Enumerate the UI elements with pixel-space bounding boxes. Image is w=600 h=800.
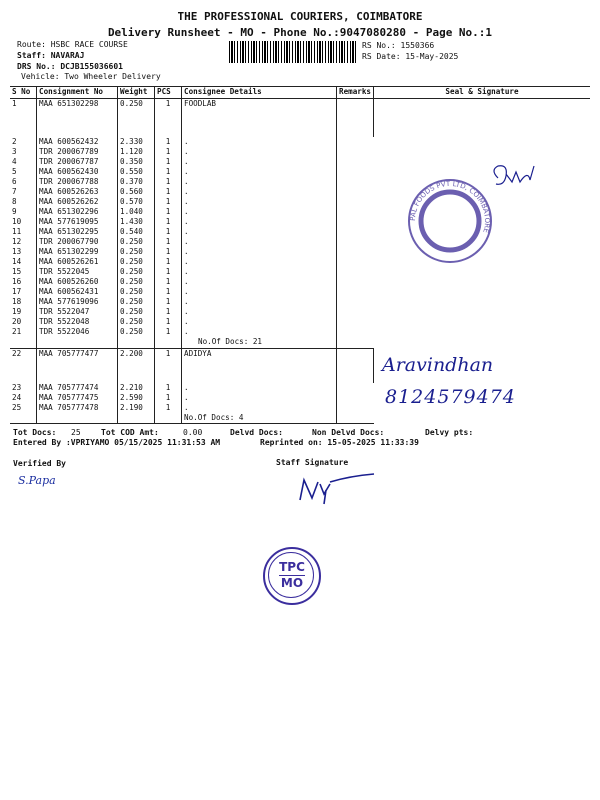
verifier-handwriting: S.Papa bbox=[18, 474, 56, 487]
cell-sno: 10 bbox=[12, 216, 22, 226]
cell-sno: 25 bbox=[12, 402, 22, 412]
cell-pcs: 1 bbox=[155, 197, 182, 207]
staff-signature-label: Staff Signature bbox=[276, 458, 349, 467]
drs-number: DRS No.: DCJB155036601 bbox=[17, 62, 123, 71]
table-row bbox=[10, 277, 590, 287]
cell-consignee: . bbox=[182, 403, 337, 413]
cell-sno: 6 bbox=[12, 176, 17, 186]
cell-consignment: MAA 600562430 bbox=[37, 167, 118, 177]
cell-weight: 0.560 bbox=[118, 187, 155, 197]
cell-consignee: . bbox=[182, 393, 337, 403]
cell-weight: 0.370 bbox=[118, 177, 155, 187]
cell-consignment: MAA 600526260 bbox=[37, 277, 118, 287]
cell-consignee: . bbox=[182, 327, 337, 337]
table-row bbox=[10, 327, 590, 337]
table-row bbox=[10, 297, 590, 307]
cell-consignee: ADIDYA bbox=[182, 349, 337, 383]
table-row bbox=[10, 257, 590, 267]
cell-remarks bbox=[337, 247, 374, 257]
cell-sno: 13 bbox=[12, 246, 22, 256]
cell-remarks bbox=[337, 307, 374, 317]
table-row bbox=[10, 197, 590, 207]
tpc-stamp-top: TPC bbox=[279, 560, 305, 574]
table-row bbox=[10, 227, 590, 237]
docs-count-row bbox=[10, 337, 590, 349]
cell-consignment: MAA 651302296 bbox=[37, 207, 118, 217]
cell-consignee: . bbox=[182, 177, 337, 187]
cell-sno: 22 bbox=[12, 349, 22, 358]
table-row bbox=[10, 349, 590, 383]
cell-pcs: 1 bbox=[155, 327, 182, 337]
col-remarks: Remarks bbox=[337, 87, 374, 99]
cell-remarks bbox=[337, 317, 374, 327]
cell-consignee: . bbox=[182, 197, 337, 207]
cell-consignment: MAA 651302299 bbox=[37, 247, 118, 257]
cell-consignment: MAA 705777477 bbox=[37, 349, 118, 383]
cell-weight: 2.190 bbox=[118, 403, 155, 413]
cell-weight: 0.250 bbox=[118, 257, 155, 267]
cell-weight: 2.590 bbox=[118, 393, 155, 403]
cell-remarks bbox=[337, 157, 374, 167]
cell-pcs: 1 bbox=[155, 177, 182, 187]
cell-consignee: . bbox=[182, 383, 337, 393]
runsheet-subtitle: Delivery Runsheet - MO - Phone No.:9047080280 - Page No.:1 bbox=[107, 26, 493, 39]
cell-consignee: . bbox=[182, 287, 337, 297]
cell-consignment: TDR 200067789 bbox=[37, 147, 118, 157]
cell-consignee: . bbox=[182, 157, 337, 167]
cell-consignee: . bbox=[182, 277, 337, 287]
cell-remarks bbox=[337, 167, 374, 177]
cell-consignee: . bbox=[182, 167, 337, 177]
cell-remarks bbox=[337, 403, 374, 413]
cell-consignee: . bbox=[182, 207, 337, 217]
cell-consignment: MAA 577619096 bbox=[37, 297, 118, 307]
cell-consignment: MAA 600562432 bbox=[37, 137, 118, 147]
cell-consignee: . bbox=[182, 217, 337, 227]
cell-weight: 0.250 bbox=[118, 247, 155, 257]
cell-remarks bbox=[337, 267, 374, 277]
receiver-phone-handwriting: 8124579474 bbox=[385, 386, 516, 408]
cell-sno: 8 bbox=[12, 196, 17, 206]
table-row bbox=[10, 267, 590, 277]
cell-sno: 24 bbox=[12, 392, 22, 402]
cell-sno: 14 bbox=[12, 256, 22, 266]
cell-pcs: 1 bbox=[155, 383, 182, 393]
cell-weight: 0.570 bbox=[118, 197, 155, 207]
group-1-body bbox=[10, 99, 590, 137]
cell-weight: 1.040 bbox=[118, 207, 155, 217]
delivered-docs-label: Delvd Docs: bbox=[230, 428, 283, 437]
cell-consignee: . bbox=[182, 227, 337, 237]
barcode bbox=[229, 41, 356, 63]
cell-consignee: . bbox=[182, 187, 337, 197]
cell-sno: 3 bbox=[12, 146, 17, 156]
cell-consignment: TDR 5522046 bbox=[37, 327, 118, 337]
cell-consignment: MAA 600526263 bbox=[37, 187, 118, 197]
group-1-footer bbox=[10, 337, 590, 349]
table-row bbox=[10, 287, 590, 297]
cell-consignee: FOODLAB bbox=[182, 99, 337, 137]
rs-date: RS Date: 15-May-2025 bbox=[362, 52, 459, 61]
cell-consignment: MAA 705777474 bbox=[37, 383, 118, 393]
cell-weight: 0.250 bbox=[118, 297, 155, 307]
cell-weight: 0.250 bbox=[118, 277, 155, 287]
cell-sno: 11 bbox=[12, 226, 22, 236]
reprinted-on: Reprinted on: 15-05-2025 11:33:39 bbox=[260, 438, 419, 447]
cell-pcs: 1 bbox=[155, 393, 182, 403]
cell-pcs: 1 bbox=[155, 297, 182, 307]
company-seal-stamp bbox=[402, 175, 498, 267]
cell-seal-group-1 bbox=[374, 99, 590, 137]
cell-pcs: 1 bbox=[155, 207, 182, 217]
cell-sno: 16 bbox=[12, 276, 22, 286]
cell-pcs: 1 bbox=[155, 287, 182, 297]
cell-pcs: 1 bbox=[155, 99, 182, 137]
cell-pcs: 1 bbox=[155, 257, 182, 267]
cell-sno: 15 bbox=[12, 266, 22, 276]
cell-remarks bbox=[337, 217, 374, 227]
cell-consignment: MAA 600526261 bbox=[37, 257, 118, 267]
cell-consignment: MAA 705777475 bbox=[37, 393, 118, 403]
cell-sno: 7 bbox=[12, 186, 17, 196]
cell-weight: 0.250 bbox=[118, 99, 155, 137]
cell-pcs: 1 bbox=[155, 137, 182, 147]
cell-remarks bbox=[337, 297, 374, 307]
cell-remarks bbox=[337, 393, 374, 403]
cell-remarks bbox=[337, 147, 374, 157]
cell-consignment: MAA 651302295 bbox=[37, 227, 118, 237]
cell-sno: 4 bbox=[12, 156, 17, 166]
cell-pcs: 1 bbox=[155, 317, 182, 327]
cell-remarks bbox=[337, 287, 374, 297]
route-label: Route: HSBC RACE COURSE bbox=[17, 40, 128, 49]
cell-sno: 19 bbox=[12, 306, 22, 316]
cell-remarks bbox=[337, 237, 374, 247]
cell-consignee: . bbox=[182, 137, 337, 147]
cell-sno: 1 bbox=[12, 99, 17, 108]
table-row bbox=[10, 137, 590, 147]
cell-remarks bbox=[337, 197, 374, 207]
cell-weight: 0.250 bbox=[118, 267, 155, 277]
table-row bbox=[10, 307, 590, 317]
delivery-points-label: Delvy pts: bbox=[425, 428, 474, 437]
table-header-row bbox=[10, 87, 590, 99]
cell-sno: 2 bbox=[12, 136, 17, 146]
total-docs-label: Tot Docs: bbox=[13, 428, 57, 437]
seal-ring-text: PAL FOODS PVT LTD, COIMBATORE bbox=[408, 179, 492, 234]
cell-remarks bbox=[337, 227, 374, 237]
entered-by: Entered By :VPRIYAMO 05/15/2025 11:31:53 AM bbox=[13, 438, 221, 447]
table-row bbox=[10, 99, 590, 137]
cell-consignment: MAA 577619095 bbox=[37, 217, 118, 227]
cell-weight: 0.250 bbox=[118, 317, 155, 327]
table-row bbox=[10, 247, 590, 257]
rs-number: RS No.: 1550366 bbox=[362, 41, 435, 50]
cell-weight: 0.250 bbox=[118, 327, 155, 337]
cell-consignee: . bbox=[182, 297, 337, 307]
cell-pcs: 1 bbox=[155, 217, 182, 227]
cell-consignment: TDR 5522045 bbox=[37, 267, 118, 277]
cell-weight: 0.250 bbox=[118, 307, 155, 317]
cell-remarks bbox=[337, 207, 374, 217]
cell-pcs: 1 bbox=[155, 267, 182, 277]
cell-weight: 0.540 bbox=[118, 227, 155, 237]
cell-sno: 23 bbox=[12, 382, 22, 392]
total-cod-value: 0.00 bbox=[183, 428, 203, 437]
cell-pcs: 1 bbox=[155, 237, 182, 247]
cell-pcs: 1 bbox=[155, 349, 182, 383]
cell-consignment: TDR 5522047 bbox=[37, 307, 118, 317]
cell-consignee: . bbox=[182, 257, 337, 267]
cell-pcs: 1 bbox=[155, 167, 182, 177]
receiver-name-handwriting: Aravindhan bbox=[382, 354, 494, 376]
table-row bbox=[10, 147, 590, 157]
cell-weight: 2.210 bbox=[118, 383, 155, 393]
cell-weight: 0.350 bbox=[118, 157, 155, 167]
table-row bbox=[10, 317, 590, 327]
non-delivered-docs-label: Non Delvd Docs: bbox=[312, 428, 385, 437]
cell-weight: 0.250 bbox=[118, 287, 155, 297]
total-docs-value: 25 bbox=[71, 428, 81, 437]
runsheet-table bbox=[10, 86, 590, 424]
cell-consignee: . bbox=[182, 317, 337, 327]
cell-consignee: . bbox=[182, 267, 337, 277]
docs-count-1: No.Of Docs: 21 bbox=[182, 337, 337, 349]
cell-consignee: . bbox=[182, 237, 337, 247]
cell-weight: 1.430 bbox=[118, 217, 155, 227]
cell-remarks bbox=[337, 99, 374, 137]
cell-remarks bbox=[337, 327, 374, 337]
cell-sno: 12 bbox=[12, 236, 22, 246]
cell-weight: 0.250 bbox=[118, 237, 155, 247]
col-seal: Seal & Signature bbox=[374, 87, 590, 99]
docs-count-row bbox=[10, 413, 590, 424]
cell-remarks bbox=[337, 257, 374, 267]
cell-pcs: 1 bbox=[155, 307, 182, 317]
cell-pcs: 1 bbox=[155, 403, 182, 413]
cell-weight: 0.550 bbox=[118, 167, 155, 177]
cell-remarks bbox=[337, 277, 374, 287]
cell-consignee: . bbox=[182, 307, 337, 317]
col-pcs: PCS bbox=[155, 87, 182, 99]
verified-by-label: Verified By bbox=[13, 459, 66, 468]
cell-sno: 21 bbox=[12, 326, 22, 336]
col-sno: S No bbox=[10, 87, 37, 99]
cell-remarks bbox=[337, 137, 374, 147]
cell-sno: 5 bbox=[12, 166, 17, 176]
cell-remarks bbox=[337, 177, 374, 187]
group-2-footer bbox=[10, 413, 590, 424]
table-row bbox=[10, 207, 590, 217]
cell-pcs: 1 bbox=[155, 157, 182, 167]
cell-consignment: MAA 600562431 bbox=[37, 287, 118, 297]
cell-consignment: TDR 200067788 bbox=[37, 177, 118, 187]
cell-consignment: TDR 5522048 bbox=[37, 317, 118, 327]
cell-sno: 20 bbox=[12, 316, 22, 326]
vehicle-label: Vehicle: Two Wheeler Delivery bbox=[21, 72, 161, 81]
cell-sno: 18 bbox=[12, 296, 22, 306]
cell-sno: 9 bbox=[12, 206, 17, 216]
cell-pcs: 1 bbox=[155, 247, 182, 257]
group-2-body bbox=[10, 349, 590, 383]
cell-consignee: . bbox=[182, 147, 337, 157]
cell-pcs: 1 bbox=[155, 227, 182, 237]
col-consignee: Consignee Details bbox=[182, 87, 337, 99]
staff-label: Staff: NAVARAJ bbox=[17, 51, 85, 60]
cell-consignment: MAA 705777478 bbox=[37, 403, 118, 413]
col-weight: Weight bbox=[118, 87, 155, 99]
docs-count-2: No.Of Docs: 4 bbox=[182, 413, 337, 424]
tpc-stamp-bottom: MO bbox=[280, 576, 304, 590]
table-row bbox=[10, 237, 590, 247]
cell-consignment: TDR 200067787 bbox=[37, 157, 118, 167]
cell-consignment: MAA 600526262 bbox=[37, 197, 118, 207]
cell-consignee: . bbox=[182, 247, 337, 257]
cell-weight: 1.120 bbox=[118, 147, 155, 157]
cell-pcs: 1 bbox=[155, 187, 182, 197]
cell-remarks bbox=[337, 187, 374, 197]
staff-signature-scribble bbox=[290, 470, 380, 508]
cell-remarks bbox=[337, 383, 374, 393]
cell-remarks bbox=[337, 349, 374, 383]
cell-weight: 2.200 bbox=[118, 349, 155, 383]
cell-weight: 2.330 bbox=[118, 137, 155, 147]
cell-consignment: TDR 200067790 bbox=[37, 237, 118, 247]
col-consignment: Consignment No bbox=[37, 87, 118, 99]
tpc-stamp bbox=[263, 547, 321, 605]
cell-pcs: 1 bbox=[155, 277, 182, 287]
total-cod-label: Tot COD Amt: bbox=[101, 428, 159, 437]
table-row bbox=[10, 217, 590, 227]
company-title: THE PROFESSIONAL COURIERS, COIMBATORE bbox=[177, 10, 423, 23]
cell-sno: 17 bbox=[12, 286, 22, 296]
cell-pcs: 1 bbox=[155, 147, 182, 157]
cell-consignment: MAA 651302298 bbox=[37, 99, 118, 137]
